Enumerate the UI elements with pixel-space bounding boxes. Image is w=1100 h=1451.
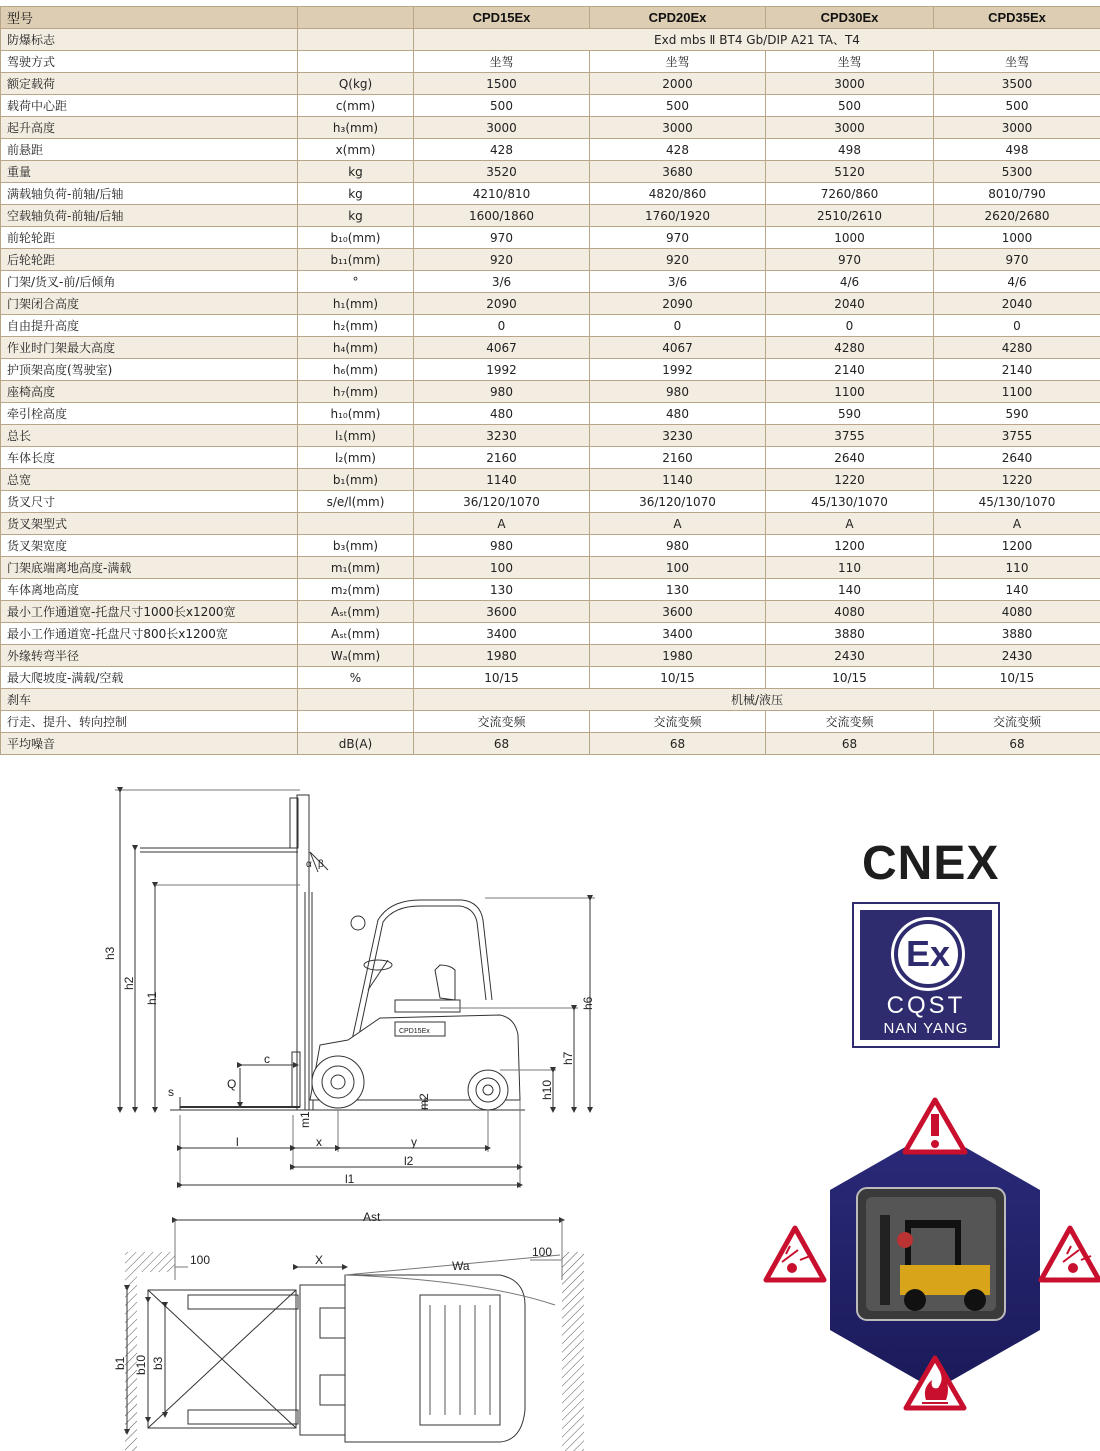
spec-unit-cell: %: [298, 667, 414, 689]
spec-value-cell: 45/130/1070: [934, 491, 1100, 513]
spec-value-cell: 36/120/1070: [414, 491, 590, 513]
spec-header-row: [1, 7, 1100, 29]
spec-value-cell: 坐驾: [766, 51, 934, 73]
spec-unit-cell: [298, 689, 414, 711]
spec-value-cell: 4210/810: [414, 183, 590, 205]
spec-value-cell: 1000: [934, 227, 1100, 249]
spec-value-cell: 980: [590, 535, 766, 557]
spec-value-cell: 428: [590, 139, 766, 161]
spec-value-cell: 1992: [414, 359, 590, 381]
unit-header: [298, 7, 414, 29]
spec-value-cell: 3230: [414, 425, 590, 447]
spec-unit-cell: Aₛₜ(mm): [298, 601, 414, 623]
spec-unit-cell: m₂(mm): [298, 579, 414, 601]
spec-name-cell: 重量: [1, 161, 298, 183]
spec-name-cell: 货叉架宽度: [1, 535, 298, 557]
spec-value-cell: 140: [766, 579, 934, 601]
spec-row: [1, 733, 1100, 755]
spec-unit-cell: b₁₁(mm): [298, 249, 414, 271]
spec-row: [1, 513, 1100, 535]
spec-row: [1, 293, 1100, 315]
spec-unit-cell: Aₛₜ(mm): [298, 623, 414, 645]
spec-name-cell: 行走、提升、转向控制: [1, 711, 298, 733]
spec-value-cell: 2640: [766, 447, 934, 469]
spec-name-cell: 牵引栓高度: [1, 403, 298, 425]
spec-value-cell: 2090: [590, 293, 766, 315]
spec-value-cell: A: [766, 513, 934, 535]
spec-value-cell: 3680: [590, 161, 766, 183]
dim-label-h2: h2: [122, 976, 136, 990]
spec-name-cell: 总宽: [1, 469, 298, 491]
dim-label-h1: h1: [145, 991, 159, 1005]
dim-label-h7: h7: [561, 1051, 575, 1065]
dim-label-b10: b10: [134, 1354, 148, 1375]
spec-value-cell: 970: [934, 249, 1100, 271]
spec-value-cell: 1000: [766, 227, 934, 249]
spec-name-cell: 防爆标志: [1, 29, 298, 51]
spec-value-cell: 1980: [590, 645, 766, 667]
dim-label-gap-right: 100: [532, 1245, 553, 1259]
spec-value-cell: 2430: [934, 645, 1100, 667]
spec-name-cell: 车体长度: [1, 447, 298, 469]
spec-value-cell: 498: [766, 139, 934, 161]
spec-row: [1, 667, 1100, 689]
spec-unit-cell: h₆(mm): [298, 359, 414, 381]
dim-label-x: x: [316, 1135, 322, 1149]
spec-row: [1, 249, 1100, 271]
spec-row: [1, 601, 1100, 623]
spec-name-cell: 门架底端离地高度-满载: [1, 557, 298, 579]
spec-value-cell: 8010/790: [934, 183, 1100, 205]
spec-value-cell: 500: [766, 95, 934, 117]
spec-value-cell: 3520: [414, 161, 590, 183]
spec-name-cell: 前轮轮距: [1, 227, 298, 249]
dim-label-l2: l2: [404, 1154, 414, 1168]
spec-value-cell: 68: [934, 733, 1100, 755]
spec-value-cell: 1992: [590, 359, 766, 381]
spec-name-cell: 满载轴负荷-前轴/后轴: [1, 183, 298, 205]
spec-value-cell: 2160: [414, 447, 590, 469]
spec-name-cell: 载荷中心距: [1, 95, 298, 117]
spec-value-cell: 480: [590, 403, 766, 425]
spec-value-cell: 4280: [766, 337, 934, 359]
spec-unit-cell: l₂(mm): [298, 447, 414, 469]
dim-label-ast: Ast: [363, 1210, 381, 1224]
spec-row: [1, 535, 1100, 557]
spec-value-cell: 交流变频: [414, 711, 590, 733]
spec-name-cell: 车体离地高度: [1, 579, 298, 601]
spec-row: [1, 711, 1100, 733]
dim-label-y: y: [411, 1135, 417, 1149]
spec-value-cell: 980: [590, 381, 766, 403]
spec-name-cell: 总长: [1, 425, 298, 447]
spec-name-cell: 刹车: [1, 689, 298, 711]
spec-row: [1, 557, 1100, 579]
spec-row: [1, 183, 1100, 205]
spec-unit-cell: h₁(mm): [298, 293, 414, 315]
spec-row: [1, 645, 1100, 667]
spec-row: [1, 469, 1100, 491]
ex-logo-background: [860, 910, 992, 1040]
spec-value-cell: 2090: [414, 293, 590, 315]
spec-value-cell: 3880: [934, 623, 1100, 645]
spec-name-cell: 护顶架高度(驾驶室): [1, 359, 298, 381]
spec-unit-cell: kg: [298, 183, 414, 205]
spec-value-cell: 68: [766, 733, 934, 755]
spec-value-cell: 10/15: [934, 667, 1100, 689]
spec-row: [1, 51, 1100, 73]
spec-value-cell: 2140: [766, 359, 934, 381]
spec-value-cell: 坐驾: [414, 51, 590, 73]
spec-value-cell: 3400: [414, 623, 590, 645]
spec-value-cell: 0: [414, 315, 590, 337]
spec-value-cell: 3500: [934, 73, 1100, 95]
spec-unit-cell: s/e/l(mm): [298, 491, 414, 513]
spec-row: [1, 95, 1100, 117]
spec-value-cell: 1980: [414, 645, 590, 667]
spec-value-cell: 10/15: [590, 667, 766, 689]
spec-value-cell: 2430: [766, 645, 934, 667]
spec-unit-cell: m₁(mm): [298, 557, 414, 579]
spec-unit-cell: dB(A): [298, 733, 414, 755]
spec-value-cell: 4/6: [934, 271, 1100, 293]
spec-value-cell: 590: [934, 403, 1100, 425]
spec-value-cell: 交流变频: [590, 711, 766, 733]
ex-logo-line2: NAN YANG: [883, 1020, 969, 1037]
spec-value-cell: A: [934, 513, 1100, 535]
spec-name-cell: 起升高度: [1, 117, 298, 139]
spec-unit-cell: b₁₀(mm): [298, 227, 414, 249]
spec-unit-cell: h₁₀(mm): [298, 403, 414, 425]
spec-name-cell: 货叉架型式: [1, 513, 298, 535]
spec-value-cell: 3000: [766, 117, 934, 139]
spec-row: [1, 337, 1100, 359]
model-header: CPD20Ex: [590, 7, 766, 29]
spec-value-cell: 坐驾: [934, 51, 1100, 73]
spec-value-cell: 920: [414, 249, 590, 271]
spec-value-cell: 100: [414, 557, 590, 579]
spec-value-cell: 130: [590, 579, 766, 601]
spec-value-cell: 110: [766, 557, 934, 579]
spec-unit-cell: °: [298, 271, 414, 293]
spec-row: [1, 29, 1100, 51]
spec-value-cell: 970: [414, 227, 590, 249]
model-header: CPD15Ex: [414, 7, 590, 29]
spec-row: [1, 73, 1100, 95]
spec-value-cell: 2000: [590, 73, 766, 95]
spec-table-body: [1, 29, 1100, 755]
spec-value-cell: 1600/1860: [414, 205, 590, 227]
spec-unit-cell: [298, 711, 414, 733]
spec-unit-cell: b₃(mm): [298, 535, 414, 557]
spec-row: [1, 381, 1100, 403]
spec-value-cell: 2140: [934, 359, 1100, 381]
spec-name-cell: 货叉尺寸: [1, 491, 298, 513]
spec-row: [1, 227, 1100, 249]
spec-name-cell: 空载轴负荷-前轴/后轴: [1, 205, 298, 227]
spec-value-cell: 3230: [590, 425, 766, 447]
spec-row: [1, 623, 1100, 645]
spec-unit-cell: h₄(mm): [298, 337, 414, 359]
explosion-proof-hexagon-graphic: [830, 1130, 1040, 1390]
spec-unit-cell: Wₐ(mm): [298, 645, 414, 667]
spec-name-cell: 门架/货叉-前/后倾角: [1, 271, 298, 293]
spec-name-cell: 座椅高度: [1, 381, 298, 403]
model-header: CPD35Ex: [934, 7, 1100, 29]
spec-value-cell: 坐驾: [590, 51, 766, 73]
spec-row: [1, 271, 1100, 293]
spec-value-cell: 45/130/1070: [766, 491, 934, 513]
spec-value-cell: 2040: [766, 293, 934, 315]
spec-value-cell: 3755: [766, 425, 934, 447]
spec-unit-cell: l₁(mm): [298, 425, 414, 447]
spec-row: [1, 315, 1100, 337]
spec-unit-cell: [298, 29, 414, 51]
spec-unit-cell: b₁(mm): [298, 469, 414, 491]
spec-value-cell: 0: [934, 315, 1100, 337]
spec-value-cell: 920: [590, 249, 766, 271]
model-header: CPD30Ex: [766, 7, 934, 29]
spec-value-cell: 590: [766, 403, 934, 425]
spec-name-cell: 门架闭合高度: [1, 293, 298, 315]
spec-row: [1, 579, 1100, 601]
spec-value-cell: 3000: [590, 117, 766, 139]
spec-unit-cell: h₇(mm): [298, 381, 414, 403]
spec-name-cell: 额定载荷: [1, 73, 298, 95]
dim-label-l: l: [236, 1135, 239, 1149]
spec-unit-cell: [298, 513, 414, 535]
spec-name-cell: 最大爬坡度-满载/空载: [1, 667, 298, 689]
spec-unit-cell: kg: [298, 205, 414, 227]
spec-value-cell: 2040: [934, 293, 1100, 315]
spec-value-cell: 4067: [414, 337, 590, 359]
spec-value-cell: 980: [414, 381, 590, 403]
spec-value-cell: 500: [590, 95, 766, 117]
dim-label-c: c: [264, 1052, 270, 1066]
spec-value-cell: 480: [414, 403, 590, 425]
spec-name-cell: 自由提升高度: [1, 315, 298, 337]
spec-value-cell: 1200: [934, 535, 1100, 557]
spec-value-cell: 110: [934, 557, 1100, 579]
spec-value-cell: 3600: [414, 601, 590, 623]
spec-value-cell: 10/15: [766, 667, 934, 689]
spec-value-cell: 3000: [414, 117, 590, 139]
spec-value-cell: 4820/860: [590, 183, 766, 205]
spec-value-cell: 970: [766, 249, 934, 271]
spec-value-cell: 1500: [414, 73, 590, 95]
ex-text: Ex: [905, 933, 951, 974]
spec-value-cell: 4280: [934, 337, 1100, 359]
spec-value-cell: 3755: [934, 425, 1100, 447]
spec-value-cell: 3/6: [414, 271, 590, 293]
spec-unit-cell: x(mm): [298, 139, 414, 161]
spec-name-cell: 平均噪音: [1, 733, 298, 755]
spec-row: [1, 689, 1100, 711]
model-label-header: 型号: [1, 7, 298, 29]
spec-value-cell: 68: [414, 733, 590, 755]
spec-value-cell: 2510/2610: [766, 205, 934, 227]
dim-label-q: Q: [227, 1077, 237, 1091]
spec-merged-value-cell: 机械/液压: [414, 689, 1100, 711]
ex-circle-icon: [894, 920, 962, 988]
spec-row: [1, 425, 1100, 447]
spec-row: [1, 359, 1100, 381]
ex-certification-logo: [852, 902, 1000, 1048]
spec-value-cell: 4080: [934, 601, 1100, 623]
spec-value-cell: 0: [766, 315, 934, 337]
spec-merged-value-cell: Exd mbs Ⅱ BT4 Gb/DIP A21 TA、T4: [414, 29, 1100, 51]
spec-row: [1, 403, 1100, 425]
spec-value-cell: 500: [934, 95, 1100, 117]
dim-label-h10: h10: [540, 1079, 554, 1100]
spec-value-cell: 428: [414, 139, 590, 161]
dim-label-h6: h6: [581, 996, 595, 1010]
spec-row: [1, 447, 1100, 469]
spec-value-cell: 1220: [934, 469, 1100, 491]
spec-value-cell: A: [414, 513, 590, 535]
spec-name-cell: 作业时门架最大高度: [1, 337, 298, 359]
spec-unit-cell: Q(kg): [298, 73, 414, 95]
dim-label-beta: β: [318, 859, 324, 870]
spec-value-cell: 498: [934, 139, 1100, 161]
spec-row: [1, 161, 1100, 183]
spec-unit-cell: h₃(mm): [298, 117, 414, 139]
spec-value-cell: 4/6: [766, 271, 934, 293]
spec-name-cell: 最小工作通道宽-托盘尺寸800长x1200宽: [1, 623, 298, 645]
spec-value-cell: 2160: [590, 447, 766, 469]
spec-value-cell: 980: [414, 535, 590, 557]
side-view-drawing: [115, 790, 595, 1188]
spec-value-cell: 4080: [766, 601, 934, 623]
explosive-hazard-icon-right: [1041, 1228, 1099, 1280]
spec-value-cell: 3600: [590, 601, 766, 623]
spec-unit-cell: [298, 51, 414, 73]
dim-label-s: s: [168, 1085, 174, 1099]
spec-name-cell: 前悬距: [1, 139, 298, 161]
ex-logo-line1: CQST: [886, 992, 966, 1019]
spec-value-cell: 3/6: [590, 271, 766, 293]
dim-label-m2: m2: [417, 1093, 431, 1110]
dim-label-alpha: α: [306, 859, 312, 870]
spec-value-cell: 2640: [934, 447, 1100, 469]
explosive-hazard-icon-left: [766, 1228, 824, 1280]
dim-label-l1: l1: [345, 1172, 355, 1186]
spec-value-cell: 7260/860: [766, 183, 934, 205]
spec-value-cell: 1760/1920: [590, 205, 766, 227]
spec-value-cell: 130: [414, 579, 590, 601]
spec-value-cell: 1100: [766, 381, 934, 403]
spec-value-cell: 140: [934, 579, 1100, 601]
spec-row: [1, 205, 1100, 227]
spec-value-cell: 2620/2680: [934, 205, 1100, 227]
spec-value-cell: 3880: [766, 623, 934, 645]
spec-value-cell: 10/15: [414, 667, 590, 689]
spec-row: [1, 491, 1100, 513]
spec-value-cell: 交流变频: [934, 711, 1100, 733]
dim-label-b3: b3: [151, 1356, 165, 1370]
spec-row: [1, 117, 1100, 139]
spec-value-cell: 1220: [766, 469, 934, 491]
spec-unit-cell: kg: [298, 161, 414, 183]
spec-value-cell: 0: [590, 315, 766, 337]
spec-value-cell: 交流变频: [766, 711, 934, 733]
spec-value-cell: 3400: [590, 623, 766, 645]
spec-table: [0, 6, 1100, 755]
spec-value-cell: 1140: [590, 469, 766, 491]
spec-value-cell: 970: [590, 227, 766, 249]
dim-label-h3: h3: [103, 946, 117, 960]
dim-label-gap-left: 100: [190, 1253, 211, 1267]
spec-value-cell: 4067: [590, 337, 766, 359]
spec-value-cell: 500: [414, 95, 590, 117]
spec-value-cell: A: [590, 513, 766, 535]
spec-value-cell: 1200: [766, 535, 934, 557]
spec-unit-cell: h₂(mm): [298, 315, 414, 337]
spec-name-cell: 外缘转弯半径: [1, 645, 298, 667]
dim-label-b1: b1: [113, 1356, 127, 1370]
dim-label-wa: Wa: [452, 1259, 470, 1273]
spec-unit-cell: c(mm): [298, 95, 414, 117]
dim-label-x-top: X: [315, 1253, 324, 1267]
spec-name-cell: 驾驶方式: [1, 51, 298, 73]
dim-label-m1: m1: [298, 1111, 312, 1128]
spec-value-cell: 1100: [934, 381, 1100, 403]
truck-badge-text: CPD15Ex: [399, 1028, 430, 1035]
spec-name-cell: 后轮轮距: [1, 249, 298, 271]
spec-value-cell: 68: [590, 733, 766, 755]
spec-value-cell: 3000: [934, 117, 1100, 139]
cnex-wordmark: CNEX: [862, 837, 1000, 890]
spec-value-cell: 36/120/1070: [590, 491, 766, 513]
spec-value-cell: 5120: [766, 161, 934, 183]
warning-exclamation-icon: [905, 1100, 965, 1152]
spec-value-cell: 100: [590, 557, 766, 579]
spec-name-cell: 最小工作通道宽-托盘尺寸1000长x1200宽: [1, 601, 298, 623]
spec-value-cell: 1140: [414, 469, 590, 491]
spec-value-cell: 3000: [766, 73, 934, 95]
spec-value-cell: 5300: [934, 161, 1100, 183]
spec-row: [1, 139, 1100, 161]
